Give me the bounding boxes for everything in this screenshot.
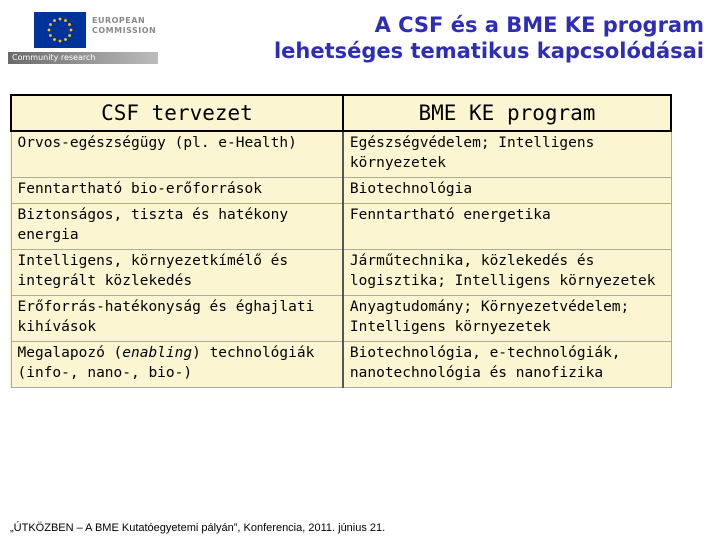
flag-star-icon xyxy=(59,40,62,43)
flag-star-icon xyxy=(70,29,73,32)
title-line-1: A CSF és a BME KE program xyxy=(374,13,704,37)
flag-star-icon xyxy=(68,23,71,26)
table-cell-csf: Erőforrás-hatékonyság és éghajlati kihívások xyxy=(11,296,343,342)
table-cell-bme: Biotechnológia, e-technológiák, nanotechnológia és nanofizika xyxy=(343,342,671,388)
flag-background xyxy=(34,12,86,48)
logo-line-european: EUROPEAN xyxy=(92,16,146,25)
cell-text-suffix: ) technológiák (info-, nano-, bio-) xyxy=(17,345,315,381)
table-cell-bme: Járműtechnika, közlekedés és logisztika; Intelligens környezetek xyxy=(343,250,671,296)
table-row xyxy=(11,131,671,178)
header-csf: CSF tervezet xyxy=(11,95,343,131)
flag-star-icon xyxy=(49,34,52,37)
table-cell-csf xyxy=(11,342,343,388)
flag-star-icon xyxy=(64,19,67,22)
table-row xyxy=(11,296,671,342)
logo-line-commission: COMMISSION xyxy=(92,26,157,35)
flag-star-icon xyxy=(53,38,56,41)
table-header-row xyxy=(11,95,671,131)
table-cell-csf: Orvos-egészségügy (pl. e-Health) xyxy=(11,131,343,178)
logo-subtitle: Community research xyxy=(8,52,158,64)
table-cell-bme: Egészségvédelem; Intelligens környezetek xyxy=(343,131,671,178)
slide-title xyxy=(224,12,704,64)
logo-text xyxy=(92,16,156,36)
title-line-2: lehetséges tematikus kapcsolódásai xyxy=(273,39,704,63)
cell-text-emphasis: enabling xyxy=(122,345,193,361)
table-cell-bme: Anyagtudomány; Környezetvédelem; Intelligens környezetek xyxy=(343,296,671,342)
table-row xyxy=(11,204,671,250)
flag-star-icon xyxy=(68,34,71,37)
table-cell-csf: Biztonságos, tiszta és hatékony energia xyxy=(11,204,343,250)
flag-star-icon xyxy=(64,38,67,41)
eu-flag-icon xyxy=(34,12,86,48)
flag-star-icon xyxy=(59,18,62,21)
footer-text: „ÚTKÖZBEN – A BME Kutatóegyetemi pályán”, Konferencia, 2011. június 21. xyxy=(10,522,386,534)
topics-table xyxy=(10,94,672,388)
table-cell-csf: Intelligens, környezetkímélő és integrált közlekedés xyxy=(11,250,343,296)
table-cell-csf: Fenntartható bio-erőforrások xyxy=(11,178,343,204)
flag-star-icon xyxy=(48,29,51,32)
cell-text-prefix: Megalapozó ( xyxy=(17,345,123,361)
table-cell-bme: Biotechnológia xyxy=(343,178,671,204)
table-row xyxy=(11,178,671,204)
eu-commission-logo xyxy=(8,10,158,66)
header-bme: BME KE program xyxy=(343,95,671,131)
flag-star-icon xyxy=(49,23,52,26)
flag-star-icon xyxy=(53,19,56,22)
table-row xyxy=(11,342,671,388)
table-row xyxy=(11,250,671,296)
table-cell-bme: Fenntartható energetika xyxy=(343,204,671,250)
